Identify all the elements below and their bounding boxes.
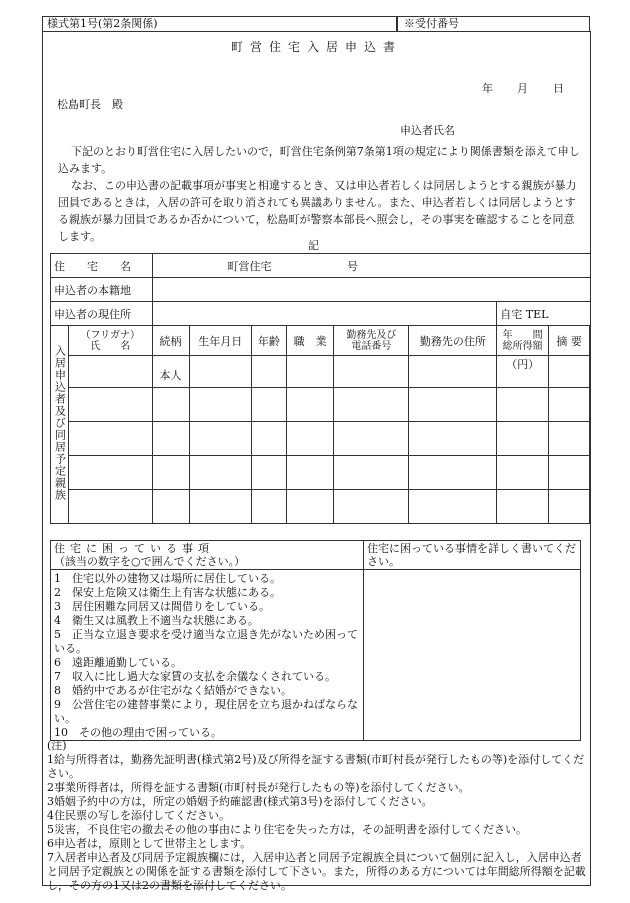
family-relation-cell[interactable] (152, 422, 189, 456)
family-label: 入居申込者及び同居予定親族 (53, 345, 67, 501)
paragraph-application: 下記のとおり町営住宅に入居したいので，町営住宅条例第7条第1項の規定により関係書類を添えて申し込みます。 (58, 145, 580, 175)
trouble-items-cell (51, 570, 364, 741)
domicile-label: 申込者の本籍地 (51, 278, 153, 302)
col-name (68, 326, 152, 356)
family-row (51, 456, 591, 490)
family-age-cell[interactable] (251, 422, 286, 456)
family-job-cell[interactable] (286, 456, 334, 490)
trouble-item-5[interactable]: 5 正当な立退き要求を受け適当な立退き先がないため困っている。 (54, 628, 358, 655)
row-spacer (590, 456, 591, 490)
ki-mark: 記 (308, 239, 319, 252)
family-work-tel-cell[interactable] (334, 388, 409, 422)
family-note-cell[interactable] (549, 388, 590, 422)
family-job-cell[interactable] (286, 388, 334, 422)
row-spacer (590, 490, 591, 524)
family-birth-cell[interactable] (189, 490, 251, 524)
family-age-cell[interactable] (251, 388, 286, 422)
home-tel-field[interactable]: 自宅 TEL (497, 302, 591, 326)
housing-trouble-table (50, 540, 581, 741)
trouble-item-1[interactable]: 1 住宅以外の建物又は場所に居住している。 (54, 572, 281, 585)
col-work-tel (334, 326, 409, 356)
family-work-tel-cell[interactable] (334, 456, 409, 490)
family-work-address-cell[interactable] (409, 490, 497, 524)
notes-section (47, 739, 587, 893)
row-spacer (590, 388, 591, 422)
trouble-header: 住宅に困っている事項 (54, 542, 214, 555)
col-note: 摘 要 (549, 326, 590, 356)
housing-name-field[interactable] (152, 254, 590, 278)
family-name-cell[interactable] (68, 456, 152, 490)
family-row (51, 388, 591, 422)
family-birth-cell[interactable] (189, 356, 251, 388)
family-work-address-cell[interactable] (409, 422, 497, 456)
address-field[interactable] (152, 302, 497, 326)
family-job-cell[interactable] (286, 422, 334, 456)
family-birth-cell[interactable] (189, 456, 251, 490)
family-relation-cell[interactable] (152, 388, 189, 422)
family-work-tel-cell[interactable] (334, 490, 409, 524)
trouble-item-6[interactable]: 6 遠距離通勤している。 (54, 656, 182, 669)
trouble-item-8[interactable]: 8 婚約中であるが住宅がなく結婚ができない。 (54, 684, 292, 697)
family-work-address-cell[interactable] (409, 356, 497, 388)
trouble-item-2[interactable]: 2 保安上危険又は衛生上有害な状態にある。 (54, 586, 281, 599)
paragraph-consent: なお、この申込書の記載事項が事実と相違するとき、又は申込者若しくは同居しようとする親族が暴力団員であるときは，入居の許可を取り消されても異議ありません。また、申込者若しくは同居しようとする親族が暴力団員であるか否かについて，松島町が警察本部長へ照会し，その事実を確認することを同意します。 (58, 179, 577, 243)
col-age: 年齢 (251, 326, 286, 356)
receipt-number-box[interactable]: ※受付番号 (397, 16, 590, 31)
family-income-cell[interactable] (497, 388, 549, 422)
family-note-cell[interactable] (549, 490, 590, 524)
date-year[interactable]: 年 (482, 82, 493, 95)
housing-row (51, 254, 591, 278)
note-item-5: 5災害，不良住宅の撤去その他の事由により住宅を失った方は，その証明書を添付してください。 (47, 823, 527, 836)
family-name-cell[interactable] (68, 356, 152, 388)
trouble-header-row (51, 541, 581, 570)
date-day[interactable]: 日 (553, 82, 564, 95)
note-item-3: 3婚姻予約中の方は，所定の婚姻予約確認書(様式第3号)を添付してください。 (47, 795, 433, 808)
housing-name-label: 住 宅 名 (51, 254, 153, 278)
family-section-label (51, 326, 69, 524)
note-item-6: 6申込者は，原則として世帯主とします。 (47, 837, 252, 850)
domicile-field[interactable] (152, 278, 590, 302)
applicant-name-label[interactable]: 申込者氏名 (400, 124, 455, 137)
family-work-address-cell[interactable] (409, 388, 497, 422)
family-job-cell[interactable] (286, 356, 334, 388)
family-relation-cell[interactable]: 本人 (152, 356, 189, 388)
col-furigana: （フリガナ） (80, 329, 140, 341)
family-row (51, 490, 591, 524)
family-income-cell[interactable] (497, 490, 549, 524)
housing-value: 町営住宅 (227, 259, 272, 273)
address-label: 申込者の現住所 (51, 302, 153, 326)
notes-heading: (注) (47, 739, 67, 752)
date-month[interactable]: 月 (517, 82, 528, 95)
trouble-detail-header: 住宅に困っている事情を詳しく書いてください。 (364, 541, 581, 570)
family-row (51, 356, 591, 388)
col-birth: 生年月日 (189, 326, 251, 356)
col-spacer (590, 326, 591, 356)
addressee: 松島町長 殿 (57, 98, 123, 111)
family-income-cell[interactable] (497, 422, 549, 456)
trouble-item-7[interactable]: 7 収入に比し過大な家賃の支払を余儀なくされている。 (54, 670, 336, 683)
trouble-header-cell (51, 541, 364, 570)
note-item-1: 1給与所得者は，勤務先証明書(様式第2号)及び所得を証する書類(市町村長が発行したもの等)を添付してください。 (47, 753, 585, 780)
row-spacer (590, 422, 591, 456)
col-income-1: 年 間 (502, 329, 543, 341)
family-note-cell[interactable] (549, 356, 590, 388)
col-income-2: 総所得額 (502, 340, 543, 352)
domicile-row (51, 278, 591, 302)
note-item-7: 7入居者申込者及び同居予定親族欄には，入居申込者と同居予定親族全員について個別に記入し，入居申込者と同居予定親族との関係を証する書類を添付して下さい。また，所得のある方については年間総所得額を記載し，その方の1又は2の書類を添付してください。 (47, 851, 586, 892)
col-work-address: 勤務先の住所 (409, 326, 497, 356)
trouble-item-10[interactable]: 10 その他の理由で困っている。 (54, 726, 222, 739)
family-name-cell[interactable] (68, 490, 152, 524)
family-income-cell[interactable]: （円） (497, 356, 549, 388)
family-note-cell[interactable] (549, 422, 590, 456)
trouble-hint: （該当の数字を○で囲んでください。） (54, 555, 246, 568)
family-income-cell[interactable] (497, 456, 549, 490)
address-row (51, 302, 591, 326)
housing-number: 号 (347, 259, 359, 273)
family-work-tel-cell[interactable] (334, 422, 409, 456)
family-work-address-cell[interactable] (409, 456, 497, 490)
col-work-tel-2: 電話番号 (351, 340, 392, 352)
form-number: 様式第1号(第2条関係) (42, 16, 397, 31)
row-spacer (590, 356, 591, 388)
family-age-cell[interactable] (251, 490, 286, 524)
form-title: 町営住宅入居申込書 (230, 40, 402, 54)
family-name-cell[interactable] (68, 388, 152, 422)
trouble-item-4[interactable]: 4 衛生又は風教上不適当な状態にある。 (54, 614, 259, 627)
family-note-cell[interactable] (549, 456, 590, 490)
col-name-label: 氏 名 (90, 340, 131, 352)
family-header-row (51, 326, 591, 356)
col-job: 職 業 (286, 326, 334, 356)
trouble-detail-field[interactable] (364, 570, 581, 741)
family-age-cell[interactable] (251, 356, 286, 388)
family-job-cell[interactable] (286, 490, 334, 524)
family-birth-cell[interactable] (189, 388, 251, 422)
family-row (51, 422, 591, 456)
family-name-cell[interactable] (68, 422, 152, 456)
note-item-2: 2事業所得者は，所得を証する書類(市町村長が発行したもの等)を添付してください。 (47, 781, 470, 794)
col-relation: 続柄 (152, 326, 189, 356)
col-income (497, 326, 549, 356)
note-item-4: 4住民票の写しを添付してください。 (47, 809, 230, 822)
family-relation-cell[interactable] (152, 456, 189, 490)
trouble-item-3[interactable]: 3 居住困難な同居又は間借りをしている。 (54, 600, 270, 613)
family-relation-cell[interactable] (152, 490, 189, 524)
trouble-item-9[interactable]: 9 公営住宅の建替事業により，現住居を立ち退かねばならない。 (54, 698, 358, 725)
family-work-tel-cell[interactable] (334, 356, 409, 388)
application-table (50, 253, 591, 524)
col-work-tel-1: 勤務先及び (346, 329, 397, 341)
family-age-cell[interactable] (251, 456, 286, 490)
family-birth-cell[interactable] (189, 422, 251, 456)
trouble-list-row (51, 570, 581, 741)
